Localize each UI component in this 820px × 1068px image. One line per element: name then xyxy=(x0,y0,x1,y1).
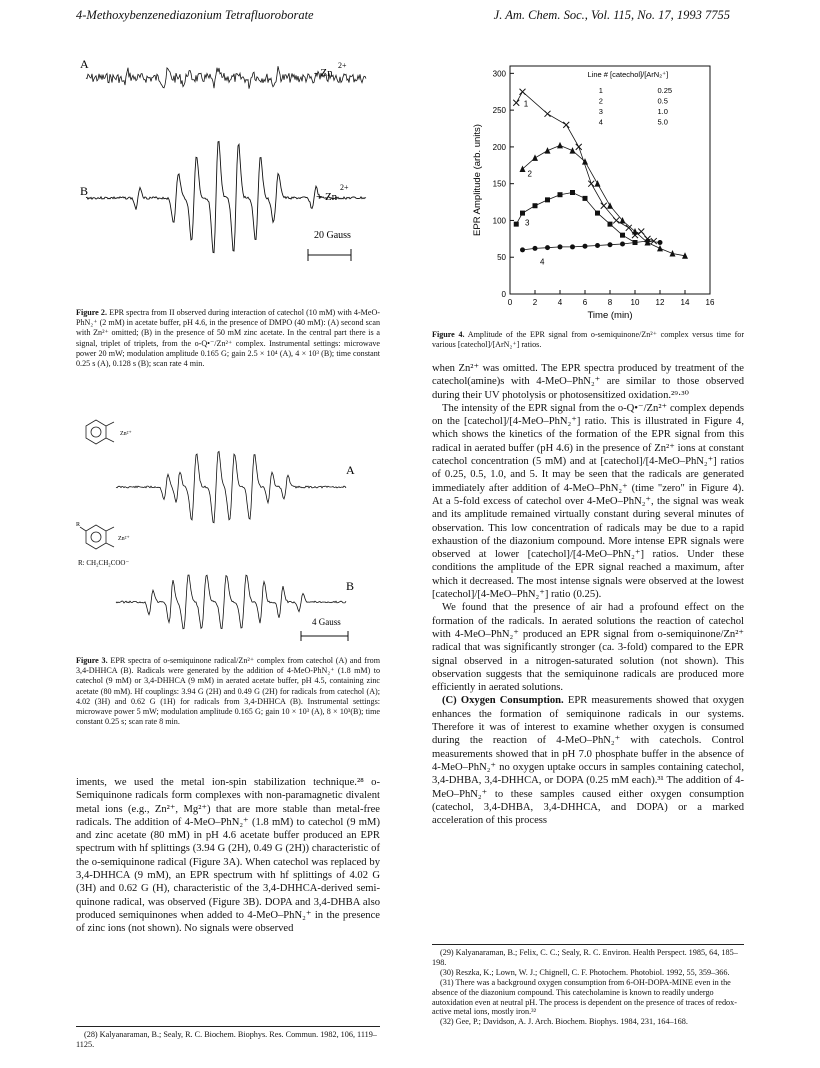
figure-4-caption-text: Amplitude of the EPR signal from o-semiquinone/Zn²⁺ complex versus time for various [catechol]/[ArN₂⁺] ratios. xyxy=(432,330,745,350)
running-header-journal: J. Am. Chem. Soc., Vol. 115, No. 17, 1993 7755 xyxy=(493,8,730,22)
y-tick-label: 250 xyxy=(492,106,506,116)
data-point-triangle xyxy=(670,250,676,257)
data-point-x xyxy=(613,217,619,223)
data-point-circle xyxy=(570,244,575,249)
data-point-x xyxy=(638,228,644,234)
left-footnote-rule xyxy=(76,1026,380,1027)
legend-ratio: 0.5 xyxy=(657,96,668,106)
data-point-square xyxy=(620,233,625,238)
data-point-circle xyxy=(533,246,538,251)
data-point-x xyxy=(545,111,551,117)
legend-header: Line # [catechol]/[ArN₂⁺] xyxy=(587,70,669,79)
figure-4-caption-label: Figure 4. xyxy=(432,330,465,339)
footnote-30: (30) Reszka, K.; Lown, W. J.; Chignell, C. F. Photochem. Photobiol. 1992, 55, 359–366. xyxy=(440,967,730,977)
x-tick-label: 6 xyxy=(582,298,588,307)
fig3-label-a: A xyxy=(346,463,355,477)
fig3-label-b: B xyxy=(346,579,355,593)
fig3-trace-a xyxy=(116,452,346,523)
body-paragraph-1: when Zn²⁺ was omitted. The EPR spectra produced by treatment of the catechol(amine)s with 4-MeO–PhN₂⁺ are similar to those observed during their UV photolysis or photosensitized oxidation.²⁹·³⁰ xyxy=(432,363,744,401)
figure-4 xyxy=(462,52,732,322)
data-point-x xyxy=(651,238,657,244)
data-point-triangle xyxy=(632,228,638,235)
series-2 xyxy=(520,142,689,259)
running-header-title: 4-Methoxybenzenediazonium Tetrafluoroborate xyxy=(76,8,314,22)
data-point-circle xyxy=(633,240,638,245)
x-tick-label: 4 xyxy=(557,298,563,307)
fig2-plus-zn: + Zn xyxy=(316,191,338,203)
data-point-square xyxy=(558,192,563,197)
body-paragraph-4 xyxy=(432,694,744,827)
figure-3 xyxy=(76,412,376,644)
data-point-square xyxy=(595,211,600,216)
y-tick-label: 0 xyxy=(501,290,506,299)
figure-4-chart xyxy=(462,52,732,322)
figure-2-caption xyxy=(76,308,380,369)
fig3-r-label: R xyxy=(76,522,81,528)
fig2-scale-label: 20 Gauss xyxy=(314,230,351,241)
y-tick-label: 300 xyxy=(492,69,506,79)
figure-3-caption-label: Figure 3. xyxy=(76,656,108,665)
fig3-r-definition: R: CH₂CH₂COO⁻ xyxy=(78,559,130,567)
data-point-circle xyxy=(608,242,613,247)
data-point-x xyxy=(563,122,569,128)
legend-ratio: 0.25 xyxy=(657,86,673,95)
right-footnote-rule xyxy=(432,944,744,945)
data-point-triangle xyxy=(595,180,601,187)
data-point-triangle xyxy=(520,165,526,172)
fig2-zn-sup-a: 2+ xyxy=(338,61,347,70)
x-tick-label: 0 xyxy=(507,298,513,307)
data-point-square xyxy=(608,222,613,227)
data-point-x xyxy=(513,100,519,106)
fig3-zn-a: Zn²⁺ xyxy=(120,431,132,437)
chart-legend xyxy=(588,70,673,127)
data-point-square xyxy=(545,197,550,202)
figure-3-spectra xyxy=(76,412,376,644)
section-text: EPR measurements showed that oxygen enhances the formation of semiquinone radicals in our systems. Therefore it was of interest to examine whether oxygen is consumed during the reaction of 4-MeO–PhN₂⁺ with catechols. Control measurements showed that in pH 7.0 phosphate buffer in the absence of 4-MeO–PhN₂⁺ no oxygen uptake occurs in samples containing catechol, 3,4-DHBA, 3,4-DHHCA, or DOPA (0.25 mM each).³¹ The addition of 4-MeO–PhN₂⁺ to these samples caused either oxygen consumption (catechol, 3,4-DHBA, 3,4-DHHCA, and DOPA) or a marked acceleration of this process xyxy=(432,695,745,827)
footnote-32: (32) Gee, P.; Davidson, A. J. Arch. Biochem. Biophys. 1984, 231, 164–168. xyxy=(440,1017,688,1027)
data-point-triangle xyxy=(532,154,538,161)
x-tick-label: 12 xyxy=(655,298,665,307)
x-tick-label: 8 xyxy=(607,298,613,307)
data-point-x xyxy=(576,144,582,150)
series-line-4 xyxy=(523,241,661,250)
y-tick-label: 150 xyxy=(492,179,506,189)
fig3-structure-b xyxy=(80,525,114,549)
body-paragraph-2: The intensity of the EPR signal from the o-Q•⁻/Zn²⁺ complex depends on the [catechol]/[4-MeO–PhN₂⁺] ratio. This is illustrated in Figure 4, which shows the kinetics of the formation of the EPR signal from this radical in aerated buffer (pH 4.6) in the presence of Zn²⁺ ions at constant catechol concentration (5 mM) and at [catechol]/[4-MeO–PhN₂⁺] ratios of 0.25, 0.5, 1.0, and 5. It may be seen that the radicals are generated immediately after addition of 4-MeO–PhN₂⁺ (time "zero" in Figure 4). At a 5-fold excess of catechol over 4-MeO–PhN₂⁺, the signal was weak and its amplitude remained virtually constant during several minutes of observation. This low concentration of radicals may be due to a rapid exhaustion of the diazonium compound. More intense EPR signals were observed at lower [catechol]/[4-MeO–PhN₂⁺] ratios. Under these conditions the amplitude of the EPR signal reached a maximum, after which it decreased. The most intense signals were observed at the lowest [catechol]/[4-MeO–PhN₂⁺] ratio (0.25). xyxy=(432,402,744,601)
figure-2-caption-text: EPR spectra from II observed during interaction of catechol (10 mM) with 4-MeO-PhN₂⁺ (2 mM) in acetate buffer, pH 4.6, in the presence of DMPO (40 mM): (A) second scan with Zn²⁺ omitted; (B) in the presence of 50 mM zinc acetate. In the central part there is a signal, triplet of triplets, from the o-Q•⁻/Zn²⁺ complex. Instrumental settings: microwave power 20 mW; modulation amplitude 0.165 G; gain 2.5 × 10⁴ (A), 4 × 10³ (B); time constant 0.25 s (A), 0.128 s (B); scan rate 4 min. xyxy=(76,308,381,369)
legend-ratio: 5.0 xyxy=(657,117,668,127)
y-tick-label: 100 xyxy=(492,216,506,226)
data-point-triangle xyxy=(607,202,613,209)
data-point-circle xyxy=(520,247,525,252)
data-point-square xyxy=(514,222,519,227)
fig2-zn-sup-b: 2+ xyxy=(340,183,349,192)
data-point-triangle xyxy=(657,245,663,252)
data-point-circle xyxy=(558,244,563,249)
left-column-body xyxy=(76,776,380,936)
y-tick-label: 50 xyxy=(497,253,506,263)
legend-line-number: 1 xyxy=(598,86,603,95)
legend-ratio: 1.0 xyxy=(657,107,668,116)
footnote-31: (31) There was a background oxygen consumption from 6-OH-DOPA-MINE even in the absence of the diazonium compound. This catecholamine is known to readily undergo autoxidation even at neutral pH. The process is dependent on the presence of traces of redox-active metal ions, mostly iron.³² xyxy=(432,977,737,1017)
y-tick-label: 200 xyxy=(492,142,506,152)
curve-label-1: 1 xyxy=(523,99,529,109)
legend-line-number: 2 xyxy=(598,96,603,106)
fig3-scale-label: 4 Gauss xyxy=(312,617,341,627)
figure-3-caption xyxy=(76,656,380,727)
fig2-minus-zn: - Zn xyxy=(314,67,333,79)
fig3-zn-b: Zn²⁺ xyxy=(118,536,130,542)
data-point-circle xyxy=(645,239,650,244)
figure-2 xyxy=(76,50,376,300)
data-point-square xyxy=(583,196,588,201)
data-point-circle xyxy=(658,240,663,245)
data-point-x xyxy=(520,89,526,95)
data-point-circle xyxy=(545,245,550,250)
left-footnotes xyxy=(76,1030,380,1050)
section-heading: (C) Oxygen Consumption. xyxy=(442,695,564,707)
figure-4-caption xyxy=(432,330,744,350)
data-point-square xyxy=(570,190,575,195)
series-1 xyxy=(513,89,657,244)
fig2-label-a: A xyxy=(80,57,89,71)
body-paragraph-3: We found that the presence of air had a profound effect on the formation of the radicals. In aerated solutions the reaction of catechol with 4-MeO–PhN₂⁺ produced an EPR signal from o-semiquinone/Zn²⁺ radical that was significantly stronger (ca. 3-fold) compared to the EPR signal observed in a nitrogen-saturated solution (not shown). This observation suggests that the semiquinone radicals are produced more efficiently in aerated solutions. xyxy=(432,602,744,694)
data-point-triangle xyxy=(545,147,551,154)
x-tick-label: 2 xyxy=(532,298,538,307)
curve-label-2: 2 xyxy=(527,169,532,179)
x-tick-label: 16 xyxy=(705,298,715,307)
fig2-label-b: B xyxy=(80,184,89,198)
data-point-square xyxy=(520,211,525,216)
legend-line-number: 3 xyxy=(598,107,603,116)
x-axis-label: Time (min) xyxy=(587,310,633,321)
legend-line-number: 4 xyxy=(598,117,603,127)
figure-3-caption-text: EPR spectra of o-semiquinone radical/Zn²⁺ complex from catechol (A) and from 3,4-DHHCA (B). Radicals were generated by the addition of 4-MeO-PhN₂⁺ (1.8 mM) to catechol (9 mM) or 3,4-DHHCA (9 mM) in aerated acetate buffer, pH 4.5, containing zinc acetate (80 mM). Hf couplings: 3.94 G (2H) and 0.49 G (2H) for radicals from catechol (A); 4.02 (3H) and 0.62 G (1H) for radicals from 3,4-DHHCA (B). Instrumental settings: microwave power 5 mW; modulation amplitude 0.165 G; gain 10 × 10³ (A), 8 × 10³(B); time constant 0.25 s; scan rate 8 min. xyxy=(76,656,381,727)
series-line-1 xyxy=(516,92,654,241)
series-4 xyxy=(520,239,663,253)
y-axis-label: EPR Amplitude (arb. units) xyxy=(472,124,483,236)
data-point-square xyxy=(533,203,538,208)
left-paragraph: iments, we used the metal ion-spin stabilization technique.²⁸ o-Semiquinone radicals form complexes with non-paramagnetic divalent metal ions (e.g., Zn²⁺, Mg²⁺) that are more stable than metal-free radicals. The addition of 4-MeO–PhN₂⁺ (1.8 mM) to catechol (9 mM) and zinc acetate (80 mM) in pH 4.6 acetate buffer produced an EPR spectrum with hf splittings (3.94 G (2H), 0.49 G (2H)) characteristic of the o-semiquinone radical (Figure 3A). When catechol was replaced by 3,4-DHHCA (9 mM), an EPR spectrum with hf splittings of 4.02 G (3H) and 0.62 G (H), characteristic of the 3,4-DHHCA-derived semi-quinone radical, was observed (Figure 3B). DOPA and 3,4-DHBA also produced semiquinones when added to 4-MeO–PhN₂⁺ in the presence of zinc ions (not shown). No signals were observed xyxy=(76,777,380,935)
data-point-x xyxy=(588,181,594,187)
right-column-body xyxy=(432,362,744,827)
fig3-structure-a xyxy=(86,420,114,444)
figure-2-caption-label: Figure 2. xyxy=(76,308,108,317)
data-point-triangle xyxy=(557,142,563,149)
x-tick-label: 10 xyxy=(630,298,640,307)
x-tick-label: 14 xyxy=(680,298,690,307)
footnote-28: (28) Kalyanaraman, B.; Sealy, R. C. Biochem. Biophys. Res. Commun. 1982, 106, 1119–1125. xyxy=(76,1030,377,1049)
curve-label-4: 4 xyxy=(540,257,545,267)
data-point-circle xyxy=(595,243,600,248)
chart-axes xyxy=(472,66,715,321)
footnote-29: (29) Kalyanaraman, B.; Felix, C. C.; Sealy, R. C. Environ. Health Perspect. 1985, 64, 185–198. xyxy=(432,948,738,967)
data-point-circle xyxy=(583,244,588,249)
series-line-3 xyxy=(516,193,635,243)
data-point-triangle xyxy=(570,147,576,154)
right-footnotes xyxy=(432,948,744,1027)
figure-2-spectra xyxy=(76,50,376,300)
data-point-x xyxy=(601,203,607,209)
data-point-circle xyxy=(620,241,625,246)
curve-label-3: 3 xyxy=(525,218,530,228)
